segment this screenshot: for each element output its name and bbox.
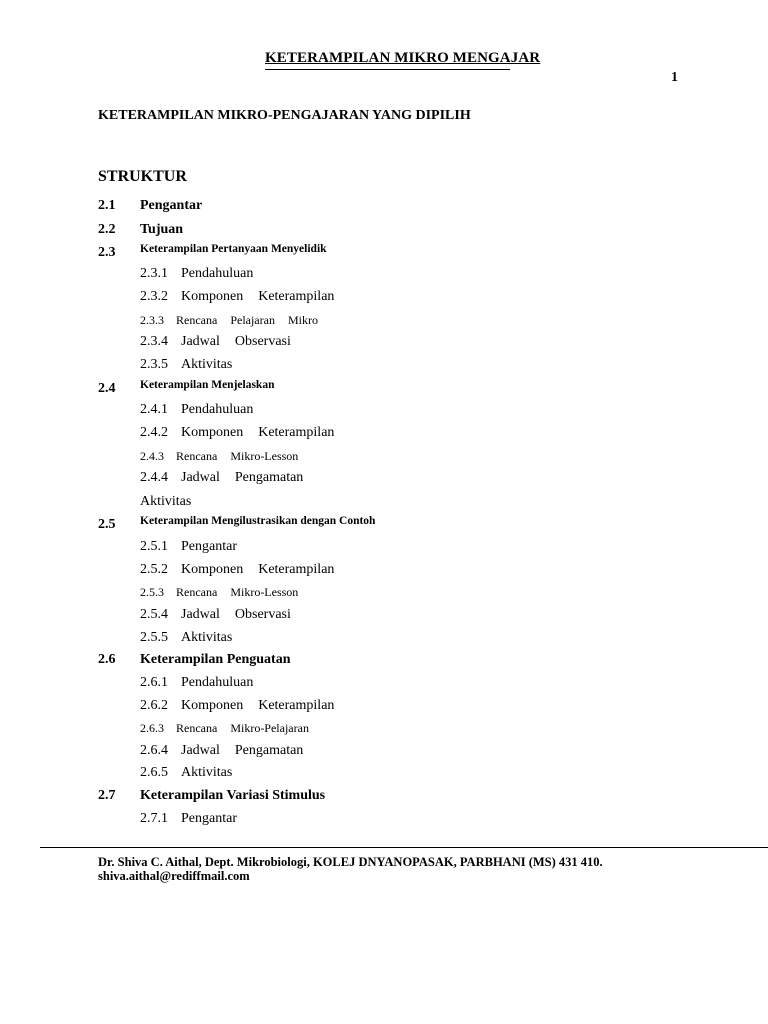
subsection-number: 2.4.4 (140, 470, 168, 485)
subsection-item (140, 698, 349, 714)
section-title: Tujuan (140, 222, 184, 237)
subsection-number: 2.6.5 (140, 765, 168, 780)
subsection-title-word: Mikro-Pelajaran (230, 721, 309, 735)
section-number: 2.4 (98, 381, 116, 396)
subsection-title-word: Rencana (176, 313, 218, 327)
subsection-title-word: Pendahuluan (181, 402, 254, 417)
subsection-title-word: Aktivitas (181, 765, 233, 780)
subsection-number: 2.5.4 (140, 607, 168, 622)
subsection-item (140, 765, 247, 781)
subsection-title-word: Keterampilan (258, 562, 335, 577)
subsection-number: 2.3.2 (140, 289, 168, 304)
footer-divider (40, 847, 768, 848)
subsection-title-word: Mikro-Lesson (230, 449, 299, 463)
subsection-title-word: Pendahuluan (181, 266, 254, 281)
subsection-number: 2.6.1 (140, 675, 168, 690)
document-subtitle: KETERAMPILAN MIKRO-PENGAJARAN YANG DIPILIH (98, 108, 471, 123)
subsection-number: 2.5.2 (140, 562, 168, 577)
subsection-number: 2.3.5 (140, 357, 168, 372)
subsection-item (140, 470, 318, 486)
subsection-number: 2.4.2 (140, 425, 168, 440)
subsection-number: 2.3.4 (140, 334, 168, 349)
subsection-number: 2.4.3 (140, 449, 164, 463)
subsection-item (140, 562, 349, 578)
subsection-item (140, 425, 349, 441)
page-number: 1 (671, 70, 678, 85)
subsection-title-word: Pengantar (181, 811, 237, 826)
subsection-title-word: Keterampilan (258, 425, 335, 440)
subsection-title-word: Komponen (181, 289, 244, 304)
section-number: 2.5 (98, 517, 116, 532)
subsection-item (140, 585, 311, 600)
subsection-title-word: Jadwal (181, 470, 220, 485)
subsection-title-word: Pengamatan (234, 743, 304, 758)
section-number: 2.2 (98, 222, 116, 237)
section-number: 2.1 (98, 198, 116, 213)
subsection-item (140, 357, 247, 373)
footer-author-line: Dr. Shiva C. Aithal, Dept. Mikrobiologi, KOLEJ DNYANOPASAK, PARBHANI (MS) 431 410. (98, 855, 603, 869)
subsection-item (140, 675, 268, 691)
section-title: Keterampilan Menjelaskan (140, 379, 275, 391)
subsection-title-word: Jadwal (181, 743, 220, 758)
subsection-title-word: Mikro (287, 313, 318, 327)
subsection-title-word: Observasi (234, 607, 291, 622)
subsection-item (140, 630, 247, 646)
subsection-title-word: Pengamatan (234, 470, 304, 485)
subsection-number: 2.6.3 (140, 721, 164, 735)
subsection-number: 2.4.1 (140, 402, 168, 417)
subsection-item (140, 743, 318, 759)
section-title: Pengantar (140, 198, 203, 213)
subsection-item (140, 289, 349, 305)
subsection-title-word: Pelajaran (230, 313, 275, 327)
subsection-title-word: Rencana (176, 585, 218, 599)
subsection-item (140, 811, 252, 827)
trailing-item: Aktivitas (140, 494, 192, 509)
subsection-title-word: Komponen (181, 562, 244, 577)
subsection-title-word: Jadwal (181, 334, 220, 349)
footer-email: shiva.aithal@rediffmail.com (98, 869, 250, 883)
subsection-item (140, 449, 311, 464)
section-title: Keterampilan Pertanyaan Menyelidik (140, 243, 327, 255)
subsection-item (140, 334, 306, 350)
subsection-title-word: Komponen (181, 698, 244, 713)
subsection-title-word: Komponen (181, 425, 244, 440)
structure-heading: STRUKTUR (98, 168, 187, 185)
subsection-title-word: Aktivitas (181, 630, 233, 645)
subsection-title-word: Observasi (234, 334, 291, 349)
subsection-number: 2.3.1 (140, 266, 168, 281)
subsection-number: 2.6.4 (140, 743, 168, 758)
subsection-item (140, 266, 268, 282)
document-title: KETERAMPILAN MIKRO MENGAJAR (265, 50, 541, 66)
section-title: Keterampilan Variasi Stimulus (140, 788, 326, 803)
section-number: 2.6 (98, 652, 116, 667)
subsection-item (140, 539, 252, 555)
subsection-number: 2.3.3 (140, 313, 164, 327)
subsection-title-word: Jadwal (181, 607, 220, 622)
subsection-title-word: Pendahuluan (181, 675, 254, 690)
subsection-number: 2.5.3 (140, 585, 164, 599)
subsection-title-word: Keterampilan (258, 698, 335, 713)
section-number: 2.7 (98, 788, 116, 803)
subsection-title-word: Keterampilan (258, 289, 335, 304)
section-title: Keterampilan Mengilustrasikan dengan Contoh (140, 515, 376, 527)
subsection-title-word: Rencana (176, 721, 218, 735)
subsection-number: 2.7.1 (140, 811, 168, 826)
subsection-item (140, 607, 306, 623)
subsection-title-word: Mikro-Lesson (230, 585, 299, 599)
subsection-title-word: Pengantar (181, 539, 237, 554)
subsection-title-word: Rencana (176, 449, 218, 463)
subsection-item (140, 721, 322, 736)
subsection-number: 2.5.1 (140, 539, 168, 554)
subsection-number: 2.6.2 (140, 698, 168, 713)
subsection-item (140, 402, 268, 418)
subsection-item (140, 313, 331, 328)
subsection-number: 2.5.5 (140, 630, 168, 645)
section-title: Keterampilan Penguatan (140, 652, 291, 667)
section-number: 2.3 (98, 245, 116, 260)
subsection-title-word: Aktivitas (181, 357, 233, 372)
